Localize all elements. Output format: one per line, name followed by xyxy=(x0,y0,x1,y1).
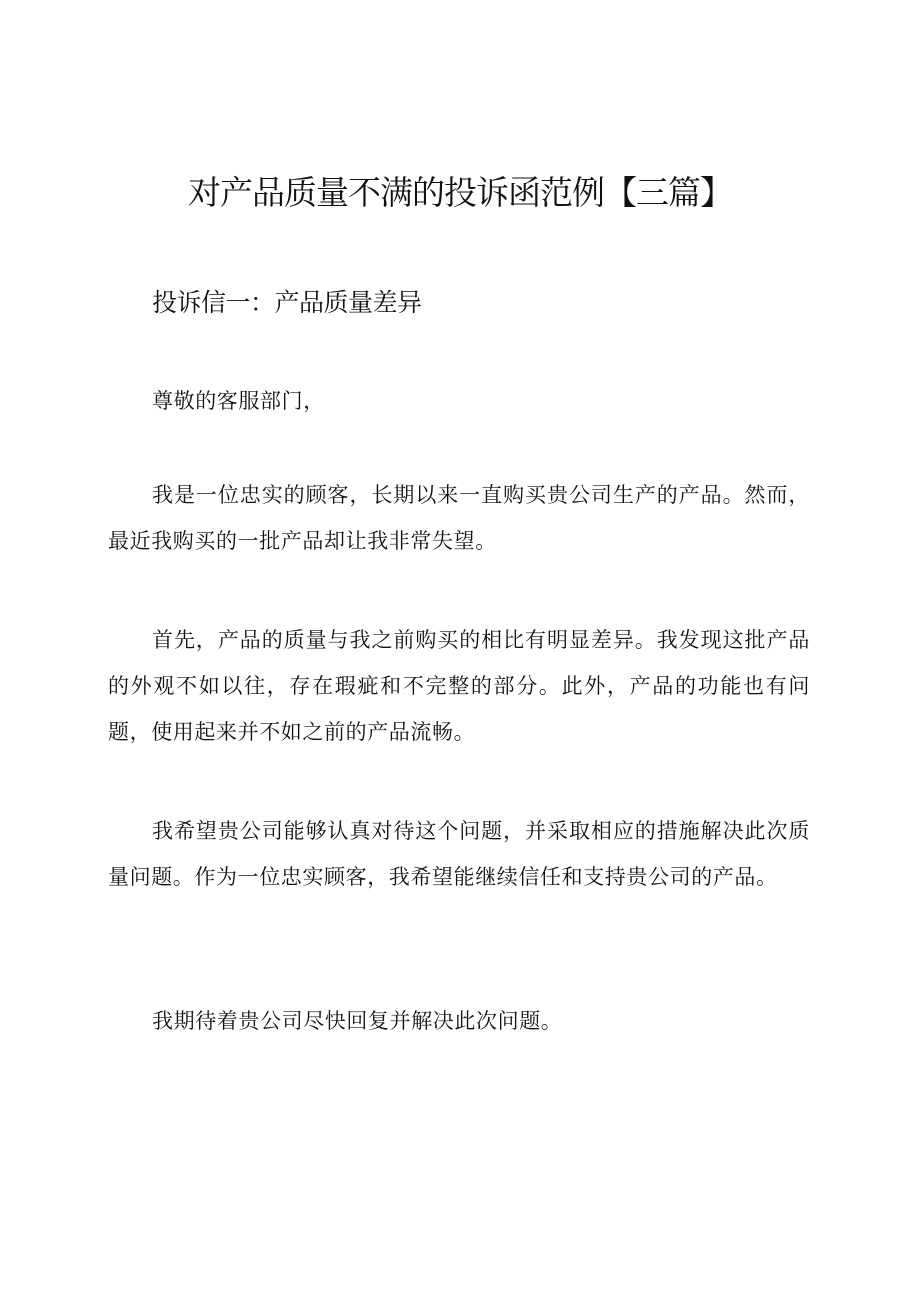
document-title: 对产品质量不满的投诉函范例【三篇】 xyxy=(188,173,732,212)
body-paragraph-2: 首先，产品的质量与我之前购买的相比有明显差异。我发现这批产品的外观不如以往，存在瑕疵和不完整的部分。此外，产品的功能也有问题，使用起来并不如之前的产品流畅。 xyxy=(108,628,810,744)
body-paragraph-3: 我希望贵公司能够认真对待这个问题，并采取相应的措施解决此次质量问题。作为一位忠实顾客，我希望能继续信任和支持贵公司的产品。 xyxy=(108,819,810,889)
salutation: 尊敬的客服部门， xyxy=(152,389,325,413)
section-heading: 投诉信一：产品质量差异 xyxy=(152,288,422,317)
body-paragraph-4: 我期待着贵公司尽快回复并解决此次问题。 xyxy=(152,1009,563,1033)
body-paragraph-1: 我是一位忠实的顾客，长期以来一直购买贵公司生产的产品。然而，最近我购买的一批产品却让我非常失望。 xyxy=(108,483,810,553)
